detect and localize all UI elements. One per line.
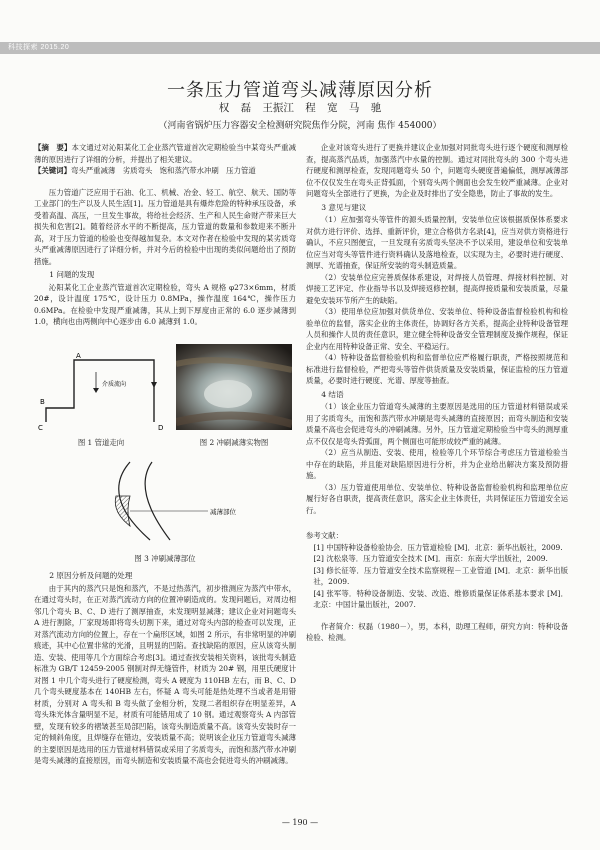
author-bio: 作者简介：权磊（1980－），男，本科，助理工程师，研究方向：特种设备检验、检测。 bbox=[306, 621, 568, 642]
figure-2-caption: 图 2 冲刷减薄实物图 bbox=[199, 438, 269, 447]
abstract bbox=[34, 142, 296, 165]
affiliation: （河南省锅炉压力容器安全检测研究院焦作分院，河南 焦作 454000） bbox=[158, 121, 442, 131]
left-column-top bbox=[34, 142, 296, 328]
section-4-item-3: （3）压力管道使用单位、安装单位、特种设备监督检验机构和监理单位应履行好各自职责，提高责任意识，落实企业主体责任，共同保证压力管道安全运行。 bbox=[306, 482, 568, 515]
thinned-label: 减薄部位 bbox=[210, 508, 236, 516]
authors: 权 磊 王振江 程 宽 马 驰 bbox=[218, 102, 382, 114]
reference-3: [3] 修长征等．压力管道安全技术监察规程－工业管道 [M]．北京：新华出版社，2009. bbox=[313, 565, 568, 586]
pipe-route bbox=[46, 360, 154, 422]
figure-2-photo bbox=[176, 344, 292, 430]
flow-label: 介质流向 bbox=[102, 381, 127, 388]
elbow-inner-wall bbox=[145, 462, 170, 540]
section-3-item-3: （3）使用单位应加强对供货单位、安装单位、特种设备监督检验机构和检验单位的监督，落实企业的主体责任，协调好各方关系，提高企业特种设备管理人员和操作人员的责任意识，建立健全特种设备安全管理制度及操作规程，保证企业内在用特种设备正常、安全、平稳运行。 bbox=[306, 307, 568, 351]
figure-1-pipe-diagram bbox=[36, 350, 166, 432]
point-c: C bbox=[38, 424, 43, 432]
section-4-title: 4 结语 bbox=[321, 389, 344, 399]
abstract-text: 本文通过对沁阳某化工企业蒸汽管道首次定期检验当中某弯头严重减薄的原因进行了详细的分析，并提出了相关建议。 bbox=[34, 143, 296, 164]
keywords-label: 【关键词】 bbox=[34, 166, 71, 175]
section-4-item-1: （1）该企业压力管道弯头减薄的主要原因是选用的压力管道材料错误或采用了劣质弯头，而饱和蒸汽带水冲刷是弯头减薄的直接原因；而弯头制造和安装质量不高也会促进弯头的冲刷减薄。另外，压力管道定期检验当中弯头的测厚重点不仅仅是弯头背弧面，两个侧面也可能形成较严重的减薄。 bbox=[306, 402, 568, 446]
header-bar bbox=[0, 42, 600, 54]
figure-3-caption: 图 3 冲刷减薄部位 bbox=[134, 554, 196, 563]
section-1-text: 沁阳某化工企业蒸汽管道首次定期检验，弯头 A 规格 φ273×6mm，材质 20#，设计温度 175℃，设计压力 0.8MPa，操作温度 164℃，操作压力 0.6MPa。在检验中发现严重减薄，其从上到下厚度由正常的 6.0 逐步减薄到 1.0，横向也由两侧向中心逐步由 6.0 减薄到 1.0。 bbox=[34, 282, 296, 326]
section-4-item-2: （2）应当从制造、安装、使用，检验等几个环节综合考虑压力管道检验当中存在的缺陷，并且能对缺陷原因进行分析，并为企业给出解决方案及预防措施。 bbox=[306, 448, 568, 480]
section-3-item-1: （1）应加强弯头等管件的源头质量控制，安装单位应该根据质保体系要求对供方进行评价、选择、重新评价，建立合格供方名录[4]，应当对供方资格进行确认，不应只图便宜，一旦发现有劣质弯头坚决不予以采用，建设单位和安装单位应当对弯头等管件进行资料确认及落地检查，以实现为主，必要时进行硬度、测厚、光谱抽查，保证所安装的弯头制造质量。 bbox=[306, 215, 568, 270]
reference-1: [1] 中国特种设备检验协会．压力管道检验 [M]．北京：新华出版社，2009. bbox=[313, 542, 563, 552]
right-column bbox=[306, 142, 568, 644]
section-1-title: 1 问题的发现 bbox=[49, 270, 95, 279]
section-2-text: 由于其内的蒸汽只是饱和蒸汽，不是过热蒸汽，初步推测应为蒸汽中带水，在通过弯头时，在正对蒸汽流动方向的位置冲刷造成的。发现问题后，对周边相邻几个弯头 B、C、D 进行了测厚抽查，未发现明显减薄；建议企业对问题弯头 A 进行割除，厂家现场即将弯头切割下来，通过对弯头内部的检查可以发现，正对蒸汽流动方向的位置上，存在一个扁形区域，如图 2 所示，有非常明显的冲刷痕迹，其中心位置非常的光滑，且明显的凹陷。查找缺陷的原因，应从该弯头制造、安装、使用等几个方面综合考虑[3]。通过查找安装相关资料，该批弯头制造标准为 GB/T 12459-2005 钢制对焊无缝管件，材质为 20# 钢，用里氏硬度计对图 1 中几个弯头进行了硬度检测，弯头 A 硬度为 110HB 左右，而 B、C、D 几个弯头硬度基本在 140HB 左右，怀疑 A 弯头可能是热处理不当或者是用错材质，分别对 A 弯头和 B 弯头做了金相分析，发现二者组织存在明显差异，A 弯头珠光体含量明显不足，材质有可能错用成了 10 钢。通过观察弯头 A 内部管壁，发现有较多的褶皱甚至局部凹陷，该弯头制造质量不高。该弯头安装时存一定的倾斜角度，且焊缝存在错边，安装质量不高；说明该企业压力管道弯头减薄的主要原因是选用的压力管道材料错误或采用了劣质弯头，而饱和蒸汽带水冲刷是弯头减薄的直接原因，而弯头制造和安装质量不高也会促进弯头的冲刷减薄。 bbox=[34, 583, 296, 765]
section-3-title: 3 意见与建议 bbox=[321, 202, 367, 212]
references bbox=[306, 530, 568, 611]
reference-2: [2] 沈松泉等．压力管道安全技术 [M]．南京：东南大学出版社，2009. bbox=[313, 554, 548, 563]
flow-arrow-icon bbox=[151, 382, 157, 388]
reference-4: [4] 张军等．特种设备制造、安装、改造、维修质量保证体系基本要求 [M]．北京：中国计量出版社，2007. bbox=[313, 588, 568, 609]
intro-paragraph: 压力管道广泛应用于石油、化工、机械、冶金、轻工、航空、航天、国防等工业部门的生产以及人民生活[1]。压力管道是具有爆炸危险的特种承压设备，承受着高温、高压，一旦发生事故，将给社会经济、生产和人民生命财产带来巨大损失和危害[2]。随着经济水平的不断提高，压力管道的数量和参数迎来不断升高，对于压力管道的检验也变得越加复杂。本文对作者在检验中发现的某劣质弯头严重减薄原因进行了详细分析，并对今后的检验中出现的类似问题给出了预防措施。 bbox=[34, 187, 296, 266]
left-column-bottom bbox=[34, 568, 296, 819]
section-2-text-2: 企业对该弯头进行了更换并建议企业加强对同批弯头进行逐个硬度和测厚检查，提高蒸汽品质，加强蒸汽中水量的控制。通过对同批弯头的 300 个弯头进行硬度和测厚检查，发现同题弯头 50 个，问题弯头硬度普遍偏低，测厚减薄部位不仅仅发生在弯头正背弧面，个别弯头两个侧面也会发生较严重减薄。企业对问题弯头全部进行了更换，为企业及时排出了安全隐患，防止了事故的发生。 bbox=[306, 143, 568, 198]
point-a: A bbox=[76, 352, 81, 360]
abstract-label: 【摘 要】 bbox=[34, 143, 72, 152]
figure-1-caption: 图 1 管道走向 bbox=[77, 438, 125, 447]
thinned-area bbox=[204, 380, 252, 408]
section-3-item-2: （2）安装单位应完善质保体系建设，对焊接人员管理、焊接材料控制、对焊接工艺评定、作业指导书以及焊接返修控制，提高焊接质量和安装质量，尽量避免安装环节所产生的缺陷。 bbox=[306, 272, 568, 305]
journal-header: 科技探索 2015.20 bbox=[8, 44, 70, 51]
section-2-title: 2 原因分析及问题的处理 bbox=[49, 571, 133, 580]
section-3-item-4: （4）特种设备监督检验机构和监督单位应严格履行职责，严格按照规范和标准进行监督检验，严把弯头等管件供货质量及安装质量，保证监检的压力管道质量，必要时进行硬度、光谱、厚度等抽查。 bbox=[306, 353, 568, 385]
page-number: — 190 — bbox=[281, 818, 319, 827]
flow-direction-icon bbox=[93, 388, 99, 393]
keywords bbox=[34, 165, 296, 177]
point-b: B bbox=[40, 398, 45, 406]
paper-title: 一条压力管道弯头减薄原因分析 bbox=[167, 80, 433, 101]
figure-3-elbow-diagram bbox=[90, 456, 270, 548]
thinned-zone bbox=[115, 496, 130, 526]
point-d: D bbox=[158, 424, 164, 432]
references-title: 参考文献： bbox=[306, 531, 343, 540]
keywords-text: 弯头严重减薄 劣质弯头 饱和蒸汽带水冲刷 压力管道 bbox=[70, 166, 256, 175]
